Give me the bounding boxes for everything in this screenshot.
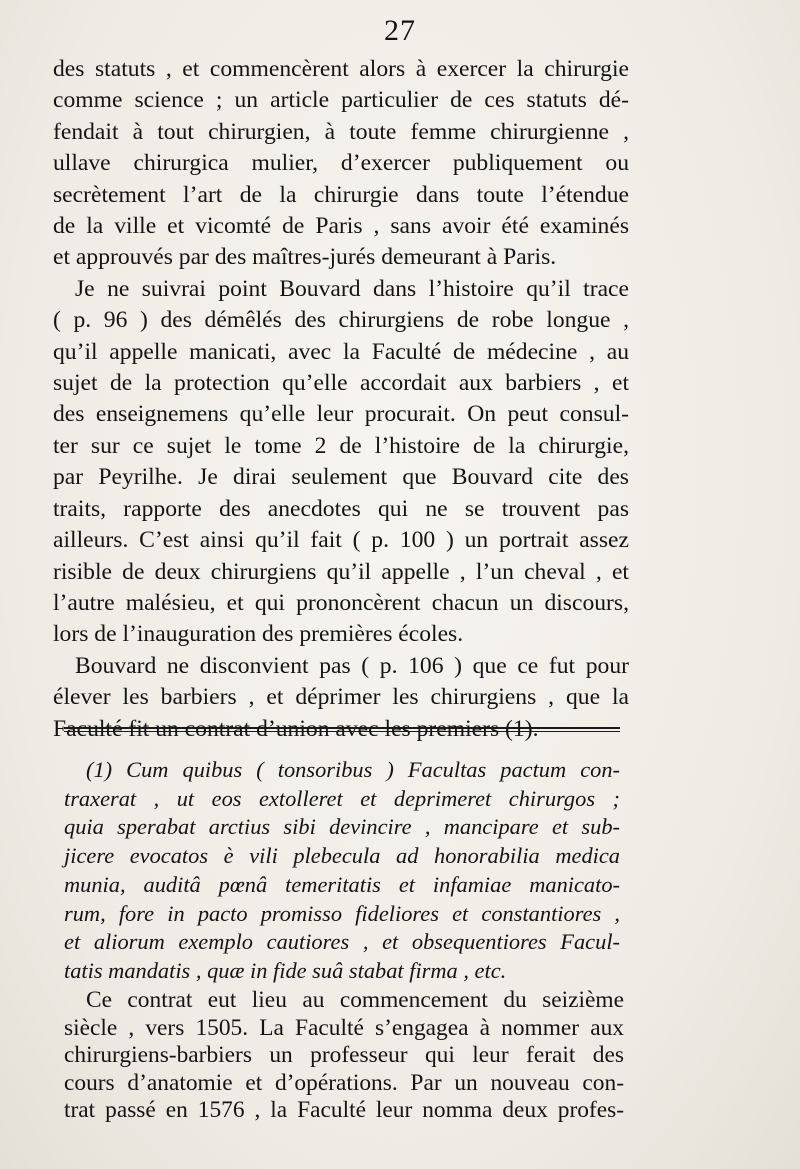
text-line: ter sur ce sujet le tome 2 de l’histoire de la chirurgie, [53,432,629,459]
text-line: et approuvés par des maîtres-jurés demeurant à Paris. [53,244,557,271]
continuation-text [64,987,624,1125]
text-line: comme science ; un article particulier de ces statuts dé- [53,87,629,114]
text-line: Je ne suivrai point Bouvard dans l’histoire qu’il trace [75,275,629,302]
text-line: Bouvard ne disconvient pas ( p. 106 ) que ce fut pour [75,652,629,679]
main-text [53,54,629,745]
text-line: cours d’anatomie et d’opérations. Par un nouveau con- [64,1069,624,1096]
text-line: des statuts , et commencèrent alors à exercer la chirurgie [53,56,629,82]
footnote-line: quia sperabat arctius sibi devincire , mancipare et sub- [64,814,620,840]
text-line: qu’il appelle manicati, avec la Faculté de médecine , au [53,338,629,365]
text-line: des enseignemens qu’elle leur procurait. On peut consul- [53,401,629,428]
text-line: ( p. 96 ) des démêlés des chirurgiens de robe longue , [53,307,629,334]
footnote-line: tatis mandatis , quæ in fide suâ stabat firma , etc. [64,957,507,983]
text-line: secrètement l’art de la chirurgie dans toute l’étendue [53,181,629,208]
text-line: siècle , vers 1505. La Faculté s’engagea à nommer aux [64,1014,624,1041]
footnote-line: et aliorum exemplo cautiores , et obsequentiores Facul- [64,929,620,955]
text-line: par Peyrilhe. Je dirai seulement que Bouvard cite des [53,464,629,491]
footnote-line: (1) Cum quibus ( tonsoribus ) Facultas pactum con- [86,757,620,782]
text-line: chirurgiens-barbiers un professeur qui leur ferait des [64,1042,624,1068]
footnote-line: traxerat , ut eos extolleret et deprimeret chirurgos ; [64,785,620,811]
text-line: traits, rapporte des anecdotes qui ne se trouvent pas [53,495,629,522]
text-line: trat passé en 1576 , la Faculté leur nomma deux profes- [64,1097,624,1123]
footnote-line: rum, fore in pacto promisso fideliores et constantiores , [64,900,620,926]
text-line: risible de deux chirurgiens qu’il appelle , l’un cheval , et [53,558,629,585]
footnote-line: jicere evocatos è vili plebecula ad honorabilia medica [64,843,620,869]
text-line: ullave chirurgica mulier, d’exercer publiquement ou [53,150,629,177]
footnote-line: munia, auditâ pœnâ temeritatis et infamiae manicato- [64,871,620,897]
text-line: Ce contrat eut lieu au commencement du seizième [86,987,624,1013]
footnote [64,756,620,986]
text-line: ailleurs. C’est ainsi qu’il fait ( p. 100 ) un portrait assez [53,527,629,554]
text-line: l’autre malésieu, et qui prononcèrent chacun un discours, [53,589,629,616]
text-line: fendait à tout chirurgien, à toute femme chirurgienne , [53,118,629,145]
text-line: sujet de la protection qu’elle accordait aux barbiers , et [53,370,629,397]
text-line: lors de l’inauguration des premières écoles. [53,621,464,648]
page-number: 27 [384,14,416,47]
text-line: de la ville et vicomté de Paris , sans avoir été examinés [53,213,629,240]
text-line: élever les barbiers , et déprimer les chirurgiens , que la [53,684,629,711]
text-line: Faculté fit un contrat d’union avec les premiers (1). [53,715,539,742]
footnote-divider [64,727,620,732]
